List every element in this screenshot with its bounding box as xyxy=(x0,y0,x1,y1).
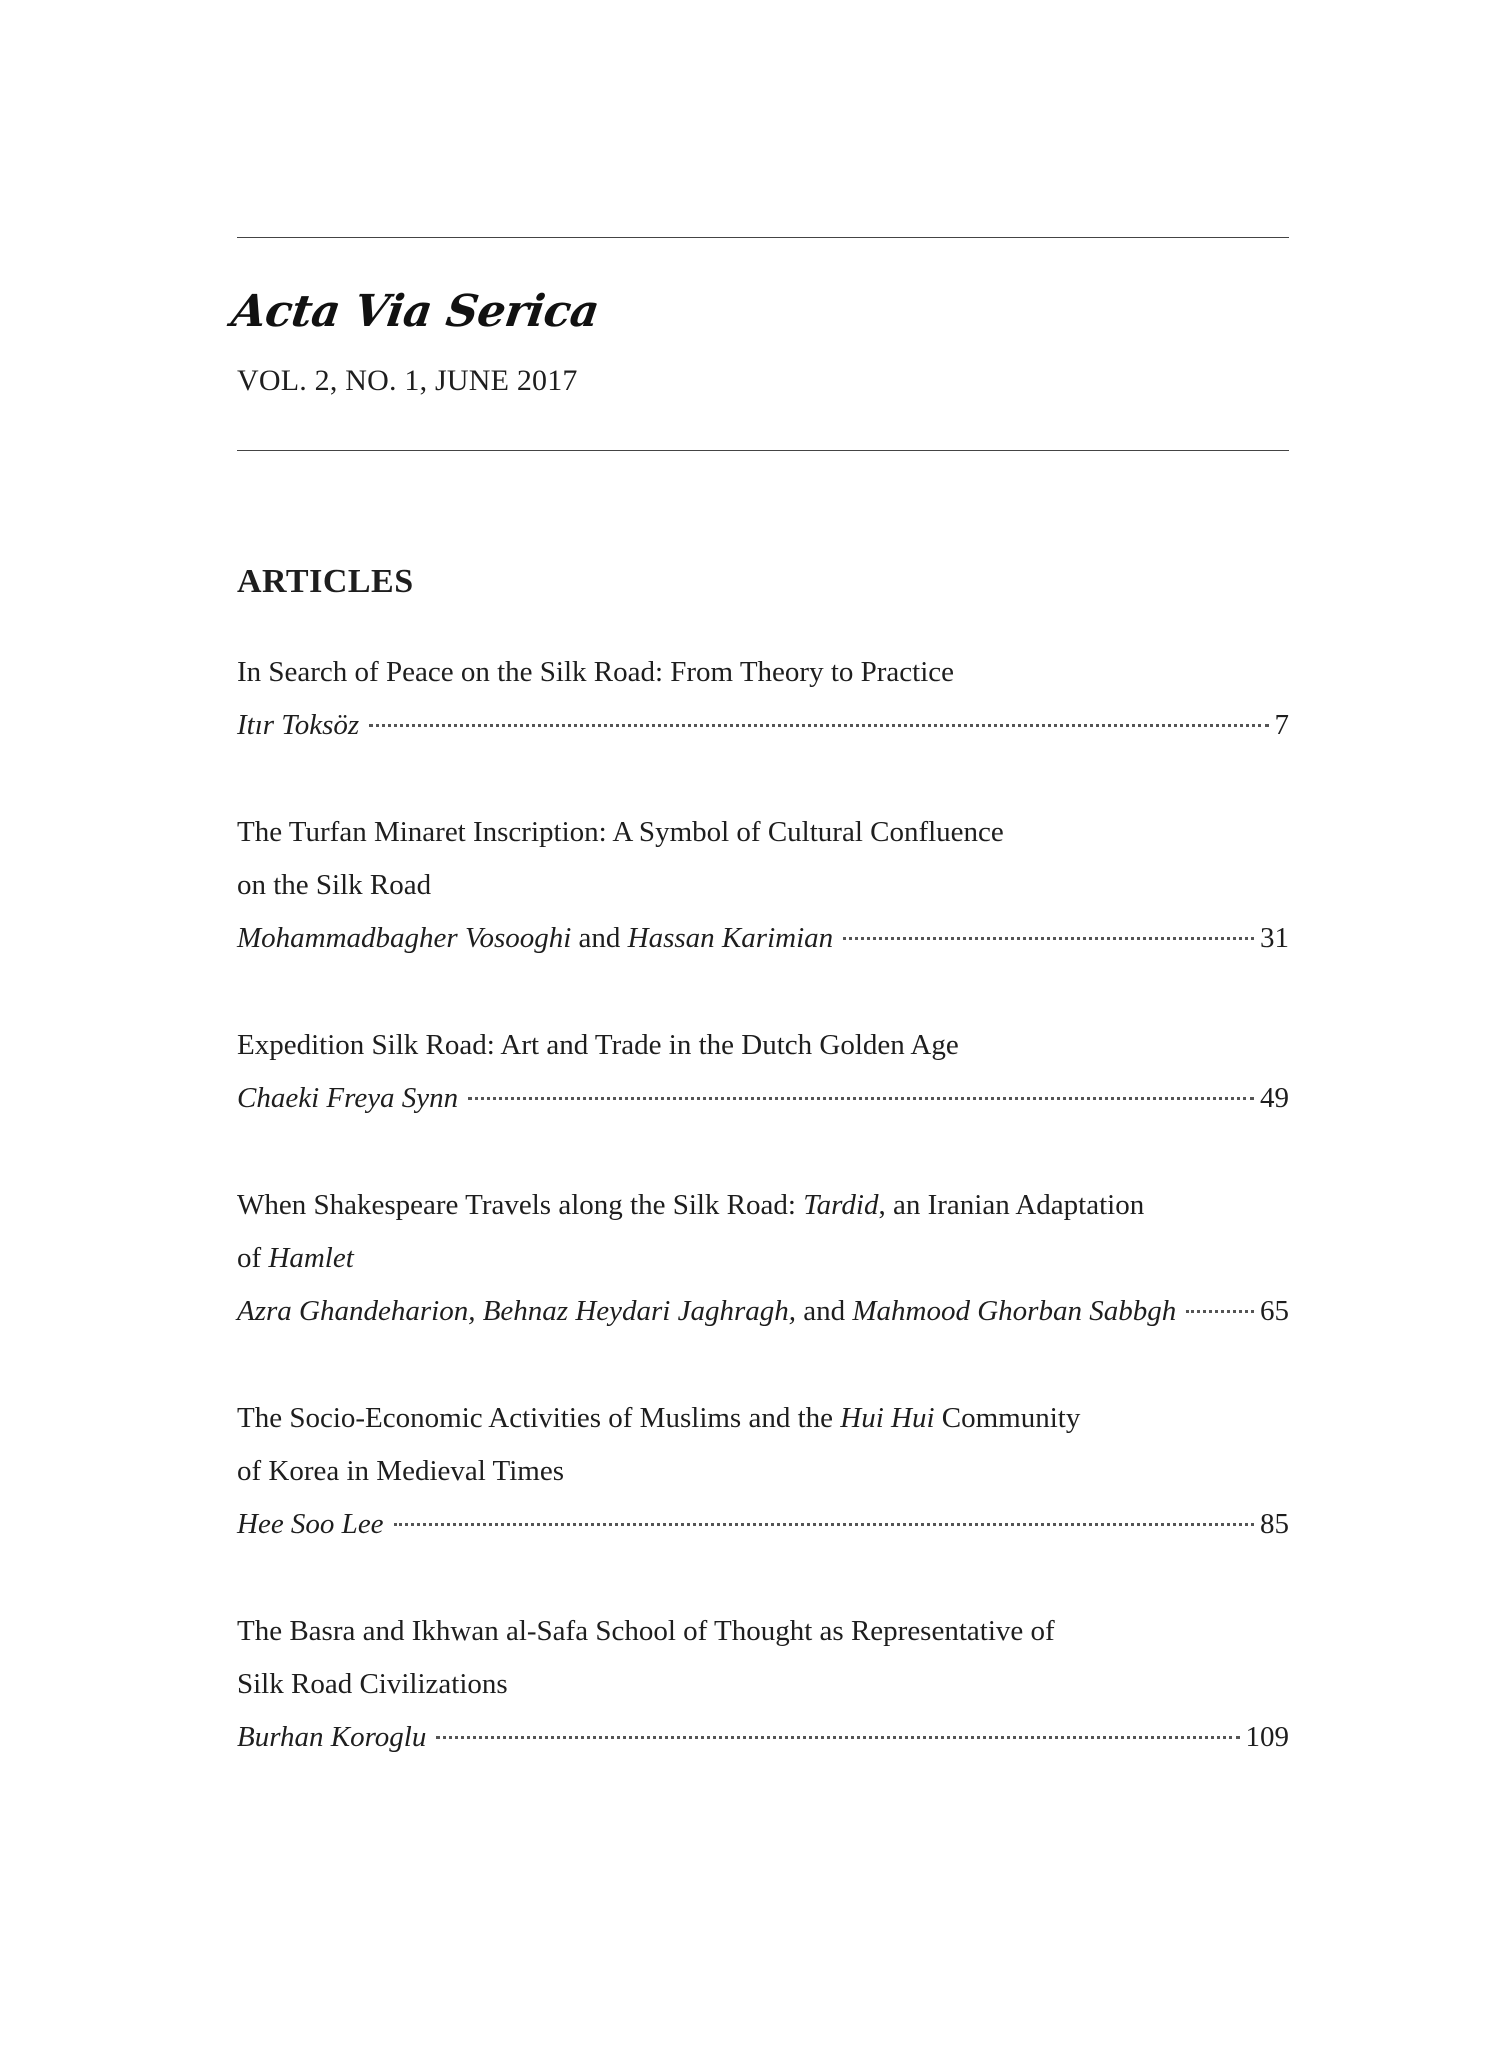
dot-leader xyxy=(1186,1310,1254,1313)
article-byline xyxy=(237,1498,1289,1551)
article-byline xyxy=(237,1072,1289,1125)
section-heading: ARTICLES xyxy=(237,563,414,600)
dot-leader xyxy=(394,1523,1254,1526)
author-connector: and xyxy=(571,922,628,954)
article-title[interactable]: The Basra and Ikhwan al-Safa School of Thought as Representative of xyxy=(237,1615,1055,1647)
title-text: When Shakespeare Travels along the Silk Road: xyxy=(237,1189,804,1221)
bottom-rule xyxy=(237,450,1289,451)
article-title-continued[interactable] xyxy=(237,1232,1289,1285)
dot-leader xyxy=(843,937,1254,940)
article-title[interactable]: The Turfan Minaret Inscription: A Symbol of Cultural Confluence xyxy=(237,816,1004,848)
toc-entry[interactable] xyxy=(237,646,1289,752)
toc-entry[interactable] xyxy=(237,1605,1289,1764)
title-text: of xyxy=(237,1242,269,1274)
toc-entry[interactable] xyxy=(237,1179,1289,1338)
title-text: The Socio-Economic Activities of Muslims and the xyxy=(237,1402,841,1434)
author-name: Mahmood Ghorban Sabbgh xyxy=(852,1295,1177,1327)
page-number[interactable]: 65 xyxy=(1260,1295,1289,1327)
title-italic-text: Hui Hui xyxy=(840,1402,935,1434)
toc-entry[interactable] xyxy=(237,806,1289,965)
title-text: Community xyxy=(934,1402,1081,1434)
article-authors xyxy=(237,699,359,752)
page-number[interactable]: 109 xyxy=(1245,1721,1289,1753)
top-rule xyxy=(237,237,1289,238)
article-title[interactable] xyxy=(237,1179,1289,1232)
article-authors xyxy=(237,1711,426,1764)
author-name: Mohammadbagher Vosooghi xyxy=(237,922,572,954)
page-number[interactable]: 85 xyxy=(1260,1508,1289,1540)
title-text: , an Iranian Adaptation xyxy=(878,1189,1145,1221)
title-italic-text: Hamlet xyxy=(268,1242,354,1274)
author-name: Hee Soo Lee xyxy=(237,1508,384,1540)
page-number[interactable]: 31 xyxy=(1260,922,1289,954)
dot-leader xyxy=(369,724,1268,727)
article-title-continued[interactable]: on the Silk Road xyxy=(237,869,432,901)
dot-leader xyxy=(468,1097,1254,1100)
article-title[interactable] xyxy=(237,1392,1289,1445)
article-byline xyxy=(237,1285,1289,1338)
article-authors xyxy=(237,1285,1176,1338)
article-title-continued[interactable]: Silk Road Civilizations xyxy=(237,1668,508,1700)
dot-leader xyxy=(436,1736,1239,1739)
article-authors xyxy=(237,912,833,965)
journal-logo: Acta Via Serica xyxy=(228,286,603,337)
article-byline xyxy=(237,912,1289,965)
article-title-continued[interactable]: of Korea in Medieval Times xyxy=(237,1455,565,1487)
page-number[interactable]: 7 xyxy=(1274,709,1289,741)
author-name: Azra Ghandeharion, Behnaz Heydari Jaghragh, xyxy=(237,1295,797,1327)
author-connector: and xyxy=(796,1295,853,1327)
article-byline xyxy=(237,1711,1289,1764)
issue-info: VOL. 2, NO. 1, JUNE 2017 xyxy=(237,364,578,397)
title-italic-text: Tardid xyxy=(803,1189,879,1221)
article-title[interactable]: In Search of Peace on the Silk Road: From Theory to Practice xyxy=(237,656,955,688)
article-byline xyxy=(237,699,1289,752)
toc-entry[interactable] xyxy=(237,1392,1289,1551)
table-of-contents xyxy=(237,646,1289,1818)
author-name: Burhan Koroglu xyxy=(237,1721,427,1753)
author-name: Itır Toksöz xyxy=(237,709,360,741)
author-name: Hassan Karimian xyxy=(627,922,834,954)
toc-entry[interactable] xyxy=(237,1019,1289,1125)
article-authors xyxy=(237,1072,458,1125)
article-title[interactable]: Expedition Silk Road: Art and Trade in the Dutch Golden Age xyxy=(237,1029,959,1061)
article-authors xyxy=(237,1498,384,1551)
page-number[interactable]: 49 xyxy=(1260,1082,1289,1114)
author-name: Chaeki Freya Synn xyxy=(237,1082,459,1114)
